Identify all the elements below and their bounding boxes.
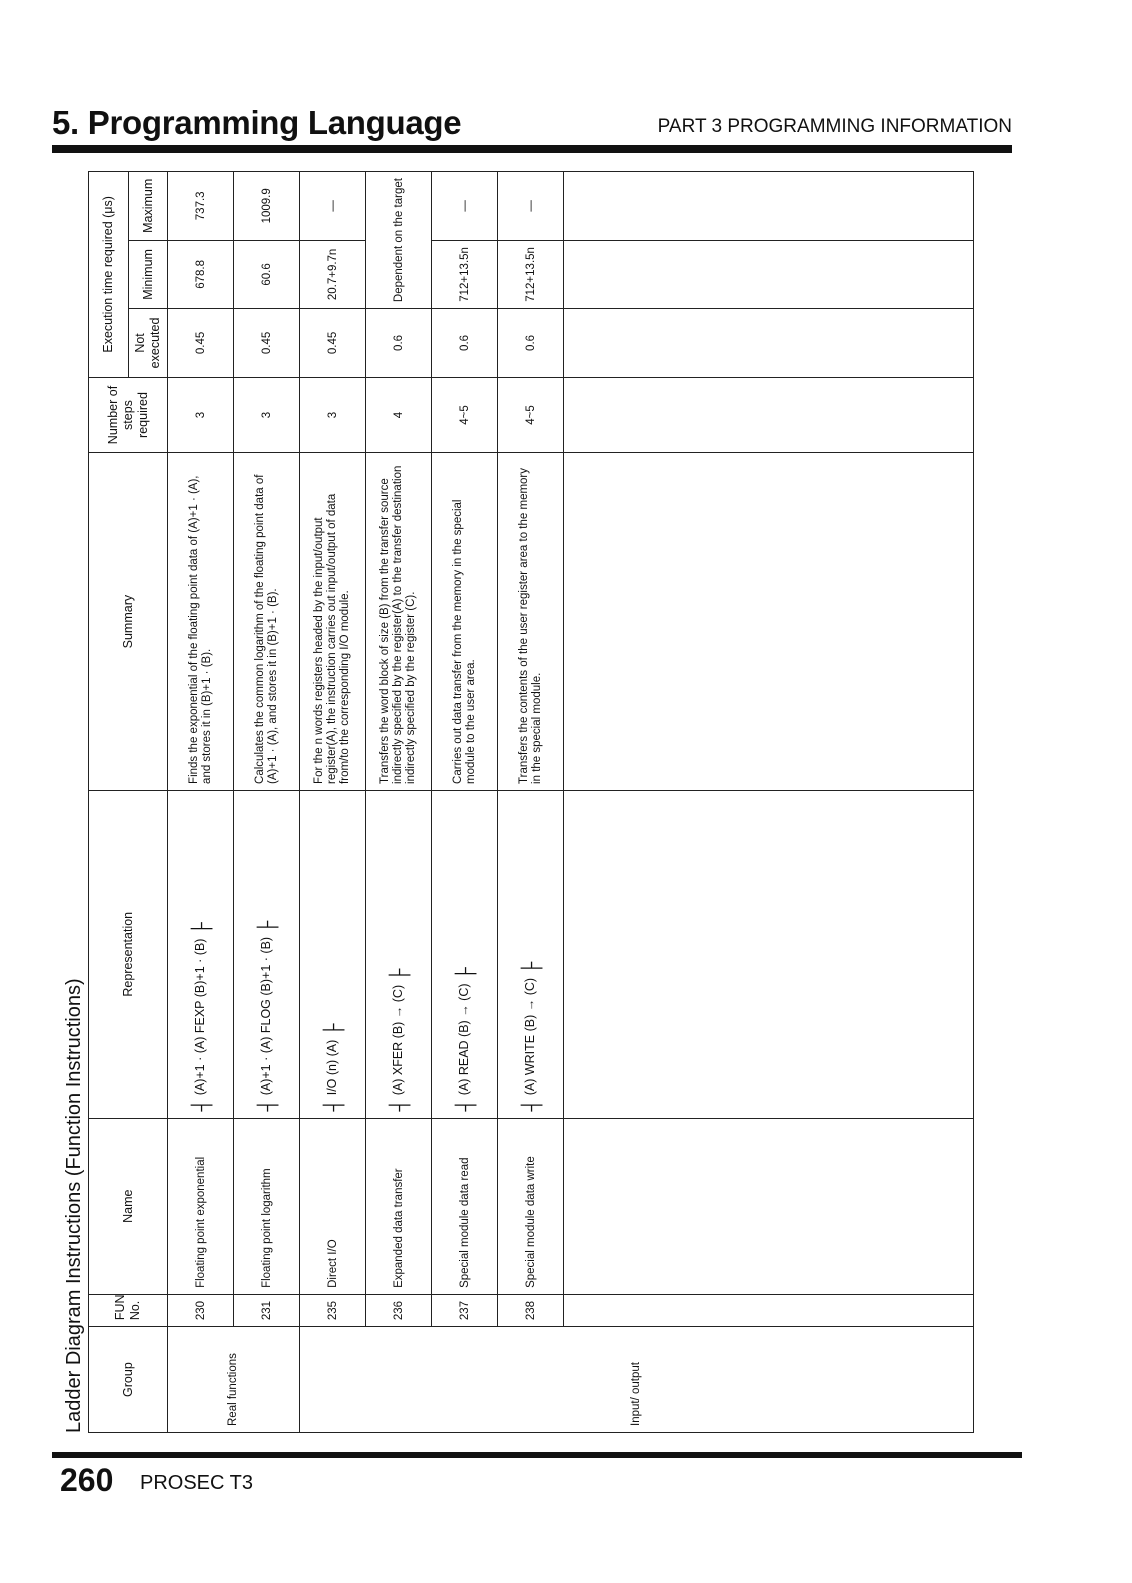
maximum-cell: — — [300, 172, 366, 241]
empty-cell — [564, 309, 974, 378]
table-row — [300, 172, 366, 1433]
col-header-maximum: Maximum — [129, 172, 168, 241]
steps-cell: 4~5 — [432, 377, 498, 453]
maximum-cell: 1009.9 — [234, 172, 300, 241]
fun-no-cell: 230 — [168, 1294, 234, 1326]
empty-cell — [564, 172, 974, 241]
table-row — [366, 172, 432, 1433]
summary-cell: Finds the exponential of the floating point data of (A)+1 · (A), and stores it in (B)+1 · (B). — [168, 453, 234, 791]
empty-cell — [564, 377, 974, 453]
representation-text: I/O (n) (A) — [325, 1039, 340, 1096]
steps-cell: 4~5 — [498, 377, 564, 453]
minimum-cell: 678.8 — [168, 240, 234, 309]
table-row-empty — [564, 172, 974, 1433]
ladder-bracket-left: ┤ — [454, 1098, 475, 1112]
col-header-steps: Number of steps required — [89, 377, 168, 453]
col-header-not-executed: Not executed — [129, 309, 168, 378]
maximum-cell: 737.3 — [168, 172, 234, 241]
col-header-summary: Summary — [89, 453, 168, 791]
col-header-exec-time: Execution time required (μs) — [89, 172, 129, 378]
page-title: 5. Programming Language — [52, 104, 462, 141]
page-number: 260 — [60, 1462, 114, 1498]
function-instructions-table — [88, 171, 974, 1433]
steps-cell: 3 — [234, 377, 300, 453]
steps-cell: 4 — [366, 377, 432, 453]
not-executed-cell: 0.45 — [168, 309, 234, 378]
steps-cell: 3 — [300, 377, 366, 453]
part-heading: PART 3 PROGRAMMING INFORMATION — [657, 116, 1012, 137]
not-executed-cell: 0.6 — [498, 309, 564, 378]
empty-cell — [564, 790, 974, 1118]
representation-text: (A)+1 · (A) FEXP (B)+1 · (B) — [193, 938, 208, 1096]
min-max-cell: Dependent on the target — [366, 172, 432, 309]
minimum-cell: 20.7+9.7n — [300, 240, 366, 309]
ladder-bracket-left: ┤ — [520, 1098, 541, 1112]
col-header-name: Name — [89, 1118, 168, 1294]
product-name: PROSEC T3 — [140, 1472, 253, 1494]
footer-divider — [52, 1452, 1022, 1458]
table-caption: Ladder Diagram Instructions (Function Instructions) — [63, 978, 85, 1433]
minimum-cell: 712+13.5n — [498, 240, 564, 309]
summary-cell: Carries out data transfer from the memory in the special module to the user area. — [432, 453, 498, 791]
fun-no-cell: 238 — [498, 1294, 564, 1326]
minimum-cell: 60.6 — [234, 240, 300, 309]
ladder-bracket-left: ┤ — [256, 1098, 277, 1112]
fun-no-cell: 236 — [366, 1294, 432, 1326]
fun-no-cell: 235 — [300, 1294, 366, 1326]
col-header-fun-no: FUN No. — [89, 1294, 168, 1326]
table-row — [234, 172, 300, 1433]
header-divider — [52, 145, 1012, 153]
steps-cell: 3 — [168, 377, 234, 453]
fun-no-cell: 231 — [234, 1294, 300, 1326]
summary-cell: Calculates the common logarithm of the floating point data of (A)+1 · (A), and stores it in (B)+1 · (B). — [234, 453, 300, 791]
group-cell-real: Real functions — [168, 1327, 300, 1433]
ladder-bracket-left: ┤ — [322, 1098, 343, 1112]
representation-cell — [168, 790, 234, 1118]
empty-cell — [564, 1294, 974, 1326]
empty-cell — [564, 240, 974, 309]
not-executed-cell: 0.6 — [432, 309, 498, 378]
representation-text: (A) XFER (B) → (C) — [391, 984, 406, 1096]
name-cell: Special module data read — [432, 1118, 498, 1294]
table-row — [498, 172, 564, 1433]
name-cell: Floating point logarithm — [234, 1118, 300, 1294]
ladder-bracket-right: ├ — [454, 967, 475, 980]
representation-text: (A) WRITE (B) → (C) — [523, 977, 538, 1096]
representation-cell — [366, 790, 432, 1118]
representation-cell — [432, 790, 498, 1118]
minimum-cell: 712+13.5n — [432, 240, 498, 309]
ladder-bracket-right: ├ — [388, 968, 409, 982]
name-cell: Expanded data transfer — [366, 1118, 432, 1294]
ladder-bracket-left: ┤ — [388, 1098, 409, 1112]
representation-cell — [234, 790, 300, 1118]
summary-cell: For the n words registers headed by the input/output register(A), the instruction carries out input/output of data from/to the corresponding I/O module. — [300, 453, 366, 791]
representation-text: (A)+1 · (A) FLOG (B)+1 · (B) — [259, 936, 274, 1096]
maximum-cell: — — [432, 172, 498, 241]
name-cell: Direct I/O — [300, 1118, 366, 1294]
representation-cell — [300, 790, 366, 1118]
maximum-cell: — — [498, 172, 564, 241]
col-header-minimum: Minimum — [129, 240, 168, 309]
summary-cell: Transfers the word block of size (B) from the transfer source indirectly specified by the register(A) to the transfer destination indirectly specified by the register (C). — [366, 453, 432, 791]
name-cell: Special module data write — [498, 1118, 564, 1294]
empty-cell — [564, 1118, 974, 1294]
table-row — [168, 172, 234, 1433]
representation-text: (A) READ (B) → (C) — [457, 983, 472, 1096]
ladder-bracket-right: ├ — [520, 961, 541, 975]
empty-cell — [564, 453, 974, 791]
ladder-bracket-right: ├ — [322, 1023, 343, 1037]
ladder-bracket-right: ├ — [256, 920, 277, 934]
fun-no-cell: 237 — [432, 1294, 498, 1326]
col-header-group: Group — [89, 1327, 168, 1433]
col-header-representation: Representation — [89, 790, 168, 1118]
not-executed-cell: 0.6 — [366, 309, 432, 378]
rotated-table-area — [62, 171, 974, 1433]
ladder-bracket-right: ├ — [190, 922, 211, 936]
summary-cell: Transfers the contents of the user register area to the memory in the special module. — [498, 453, 564, 791]
table-row — [432, 172, 498, 1433]
not-executed-cell: 0.45 — [300, 309, 366, 378]
name-cell: Floating point exponential — [168, 1118, 234, 1294]
representation-cell — [498, 790, 564, 1118]
group-cell-io: Input/ output — [300, 1327, 974, 1433]
not-executed-cell: 0.45 — [234, 309, 300, 378]
ladder-bracket-left: ┤ — [190, 1098, 211, 1112]
